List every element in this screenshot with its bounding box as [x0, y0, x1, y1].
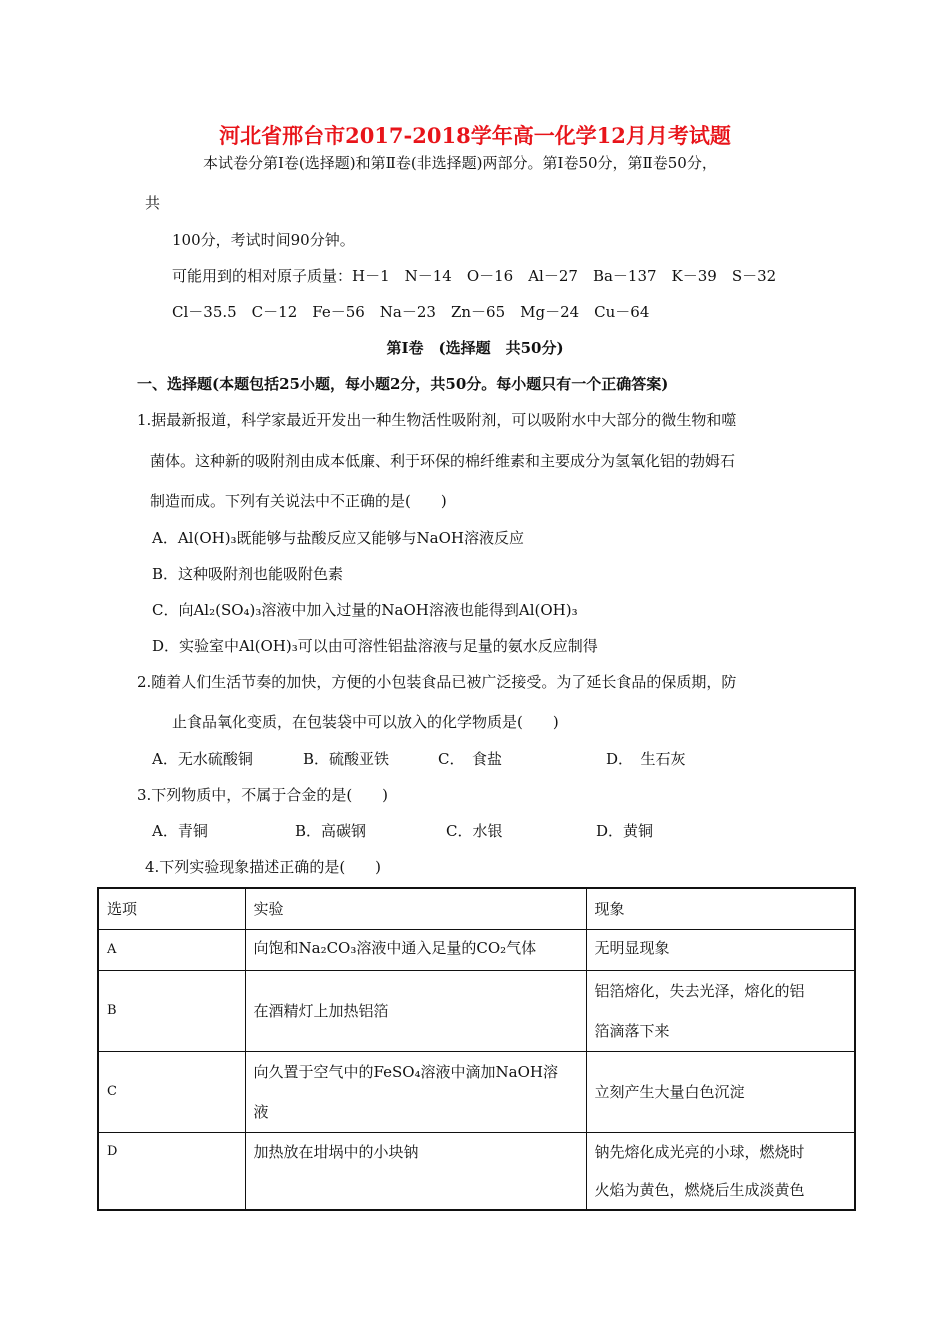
phenomenon-line-1: 钠先熔化成光亮的小球，燃烧时: [594, 1143, 805, 1161]
q2-stem-line-2: 止食品氧化变质，在包装袋中可以放入的化学物质是( ): [172, 713, 559, 731]
row-phenomenon: 无明显现象: [586, 930, 855, 971]
phenomenon-line-2: 箔滴落下来: [594, 1022, 670, 1040]
q1-option-d: D．实验室中Al(OH)₃可以由可溶性铝盐溶液与足量的氨水反应制得: [152, 637, 598, 655]
exam-title: 河北省邢台市2017-2018学年高一化学12月月考试题: [219, 123, 731, 148]
q4-experiment-table: [97, 887, 856, 1211]
table-header-row: [98, 888, 855, 930]
q2-option-c: C． 食盐: [438, 750, 502, 768]
intro-line-3: 100分，考试时间90分钟。: [172, 231, 355, 249]
phenomenon-line-2: 火焰为黄色，燃烧后生成淡黄色: [594, 1181, 805, 1199]
q3-option-a: A．青铜: [152, 822, 208, 840]
q3-option-d: D．黄铜: [596, 822, 654, 840]
header-experiment: 实验: [245, 888, 586, 930]
phenomenon-line-1: 铝箔熔化，失去光泽，熔化的铝: [594, 982, 805, 1000]
row-option: D: [98, 1133, 245, 1211]
q4-stem: 4.下列实验现象描述正确的是( ): [145, 858, 382, 876]
experiment-line-2: 液: [253, 1103, 269, 1121]
q1-stem-line-3: 制造而成。下列有关说法中不正确的是( ): [150, 492, 447, 510]
q2-option-a: A．无水硫酸铜: [152, 750, 253, 768]
header-phenomenon: 现象: [586, 888, 855, 930]
atomic-masses-line-2: Cl－35.5 C－12 Fe－56 Na－23 Zn－65 Mg－24 Cu－64: [172, 303, 650, 321]
intro-line-1: 本试卷分第Ⅰ卷(选择题)和第Ⅱ卷(非选择题)两部分。第Ⅰ卷50分，第Ⅱ卷50分，: [203, 154, 717, 172]
row-experiment: [245, 1052, 586, 1133]
table-row: [98, 971, 855, 1052]
row-option: C: [98, 1052, 245, 1133]
row-option: B: [98, 971, 245, 1052]
q1-stem-line-2: 菌体。这种新的吸附剂由成本低廉、利于环保的棉纤维素和主要成分为氢氧化铝的勃姆石: [150, 452, 736, 470]
atomic-masses-line-1: 可能用到的相对原子质量：H－1 N－14 O－16 Al－27 Ba－137 K－39 S－32: [172, 267, 777, 285]
q3-stem: 3.下列物质中，不属于合金的是( ): [137, 786, 389, 804]
row-experiment: 在酒精灯上加热铝箔: [245, 971, 586, 1052]
row-phenomenon: 立刻产生大量白色沉淀: [586, 1052, 855, 1133]
table-row: [98, 1052, 855, 1133]
row-phenomenon: [586, 1133, 855, 1211]
experiment-line-1: 向久置于空气中的FeSO₄溶液中滴加NaOH溶: [253, 1063, 558, 1081]
q2-option-d: D． 生石灰: [606, 750, 686, 768]
q1-option-c: C．向Al₂(SO₄)₃溶液中加入过量的NaOH溶液也能得到Al(OH)₃: [152, 601, 578, 619]
table-row: [98, 1133, 855, 1211]
q3-option-b: B．高碳钢: [295, 822, 367, 840]
intro-line-2: 共: [145, 194, 161, 212]
q1-stem-line-1: 1.据最新报道，科学家最近开发出一种生物活性吸附剂，可以吸附水中大部分的微生物和噬: [137, 411, 737, 429]
q2-option-b: B．硫酸亚铁: [303, 750, 390, 768]
section1-heading: 一、选择题(本题包括25小题，每小题2分，共50分。每小题只有一个正确答案): [137, 375, 669, 393]
row-experiment: 向饱和Na₂CO₃溶液中通入足量的CO₂气体: [245, 930, 586, 971]
q1-option-b: B．这种吸附剂也能吸附色素: [152, 565, 344, 583]
row-phenomenon: [586, 971, 855, 1052]
row-experiment: 加热放在坩埚中的小块钠: [245, 1133, 586, 1211]
part1-heading: 第Ⅰ卷 (选择题 共50分): [386, 339, 564, 357]
q3-option-c: C．水银: [446, 822, 503, 840]
table-row: [98, 930, 855, 971]
q1-option-a: A．Al(OH)₃既能够与盐酸反应又能够与NaOH溶液反应: [152, 529, 525, 547]
q2-stem-line-1: 2.随着人们生活节奏的加快，方便的小包装食品已被广泛接受。为了延长食品的保质期，防: [137, 673, 737, 691]
row-option: A: [98, 930, 245, 971]
header-option: 选项: [98, 888, 245, 930]
